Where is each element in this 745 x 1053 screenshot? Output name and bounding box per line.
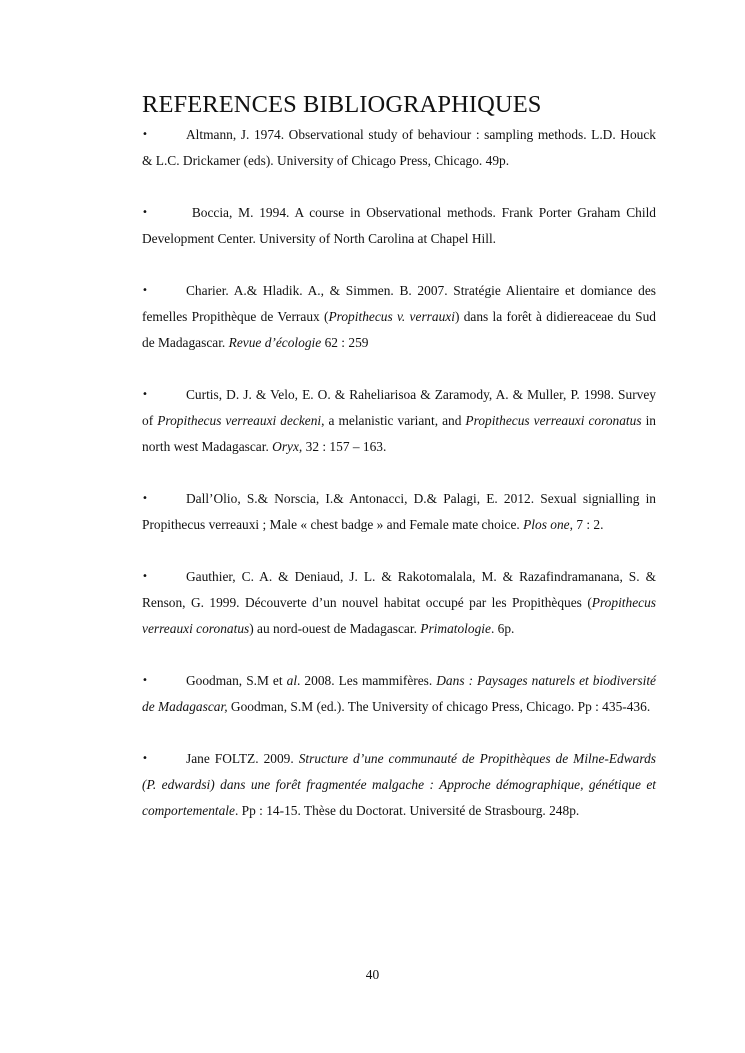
- reference-text: Goodman, S.M et: [186, 673, 287, 688]
- reference-entry: [142, 200, 656, 252]
- bullet-icon: •: [142, 389, 148, 400]
- reference-text: Charier. A.& Hladik. A., & Simmen. B. 2007. Stratégie Alientaire et domiance des femelles Propithèque de Verraux (: [142, 283, 656, 324]
- reference-italic-text: Propithecus verreauxi deckeni: [157, 413, 322, 428]
- reference-italic-text: Revue d’écologie: [228, 335, 322, 350]
- reference-text: Jane FOLTZ. 2009.: [186, 751, 299, 766]
- reference-text: 62 : 259: [321, 335, 369, 350]
- reference-entry: [142, 668, 656, 720]
- reference-italic-text: Oryx,: [272, 439, 303, 454]
- bullet-icon: •: [142, 675, 148, 686]
- reference-italic-text: al: [286, 673, 298, 688]
- bullet-icon: •: [142, 207, 148, 218]
- reference-entry: [142, 278, 656, 356]
- reference-text: Dall’Olio, S.& Norscia, I.& Antonacci, D.& Palagi, E. 2012. Sexual signialling in Propithecus verreauxi ; Male « chest badge » and Female mate choice.: [142, 491, 656, 532]
- reference-entry: [142, 382, 656, 460]
- reference-text: Gauthier, C. A. & Deniaud, J. L. & Rakotomalala, M. & Razafindramanana, S. & Renson, G. 1999. Découverte d’un nouvel habitat occupé par les Propithèques (: [142, 569, 656, 610]
- reference-text: . 2008. Les mammifères.: [297, 673, 437, 688]
- reference-italic-text: Propithecus v. verrauxi: [328, 309, 455, 324]
- reference-text: Goodman, S.M (ed.). The University of chicago Press, Chicago. Pp : 435-436.: [227, 699, 651, 714]
- reference-text: . Pp : 14-15. Thèse du Doctorat. Université de Strasbourg. 248p.: [234, 803, 580, 818]
- reference-italic-text: Structure d’une communauté de Propithèques de Milne-Edwards (P. edwardsi) dans une forêt fragmentée malgache : Approche démographique, génétique et comportementale: [142, 751, 656, 818]
- page-number: 40: [365, 967, 380, 982]
- bullet-icon: •: [142, 571, 148, 582]
- reference-text: ) au nord-ouest de Madagascar.: [249, 621, 421, 636]
- bullet-icon: •: [142, 493, 148, 504]
- reference-text: in north west Madagascar.: [142, 413, 656, 454]
- reference-entry: [142, 486, 656, 538]
- reference-italic-text: Plos one: [523, 517, 570, 532]
- reference-text: Altmann, J. 1974. Observational study of behaviour : sampling methods. L.D. Houck & L.C. Drickamer (eds). University of Chicago Press, Chicago. 49p.: [142, 127, 656, 168]
- reference-text: . 6p.: [490, 621, 515, 636]
- bullet-icon: •: [142, 129, 148, 140]
- reference-entry: [142, 122, 656, 174]
- reference-text: Curtis, D. J. & Velo, E. O. & Raheliarisoa & Zaramody, A. & Muller, P. 1998. Survey of: [142, 387, 656, 428]
- reference-italic-text: Primatologie: [420, 621, 491, 636]
- reference-italic-text: Propithecus verreauxi coronatus: [465, 413, 642, 428]
- page-title: REFERENCES BIBLIOGRAPHIQUES: [142, 91, 542, 118]
- reference-italic-text: Propithecus verreauxi coronatus: [142, 595, 656, 636]
- reference-text: , 7 : 2.: [569, 517, 604, 532]
- reference-text: ) dans la forêt à didiereaceae du Sud de Madagascar.: [142, 309, 656, 350]
- reference-text: Boccia, M. 1994. A course in Observational methods. Frank Porter Graham Child Development Center. University of North Carolina at Chapel Hill.: [142, 205, 656, 246]
- reference-entry: [142, 746, 656, 824]
- reference-entry: [142, 564, 656, 642]
- reference-list: [142, 122, 656, 824]
- bullet-icon: •: [142, 753, 148, 764]
- bullet-icon: •: [142, 285, 148, 296]
- reference-italic-text: Dans : Paysages naturels et biodiversité de Madagascar,: [142, 673, 656, 714]
- reference-text: 32 : 157 – 163.: [302, 439, 387, 454]
- reference-text: , a melanistic variant, and: [321, 413, 466, 428]
